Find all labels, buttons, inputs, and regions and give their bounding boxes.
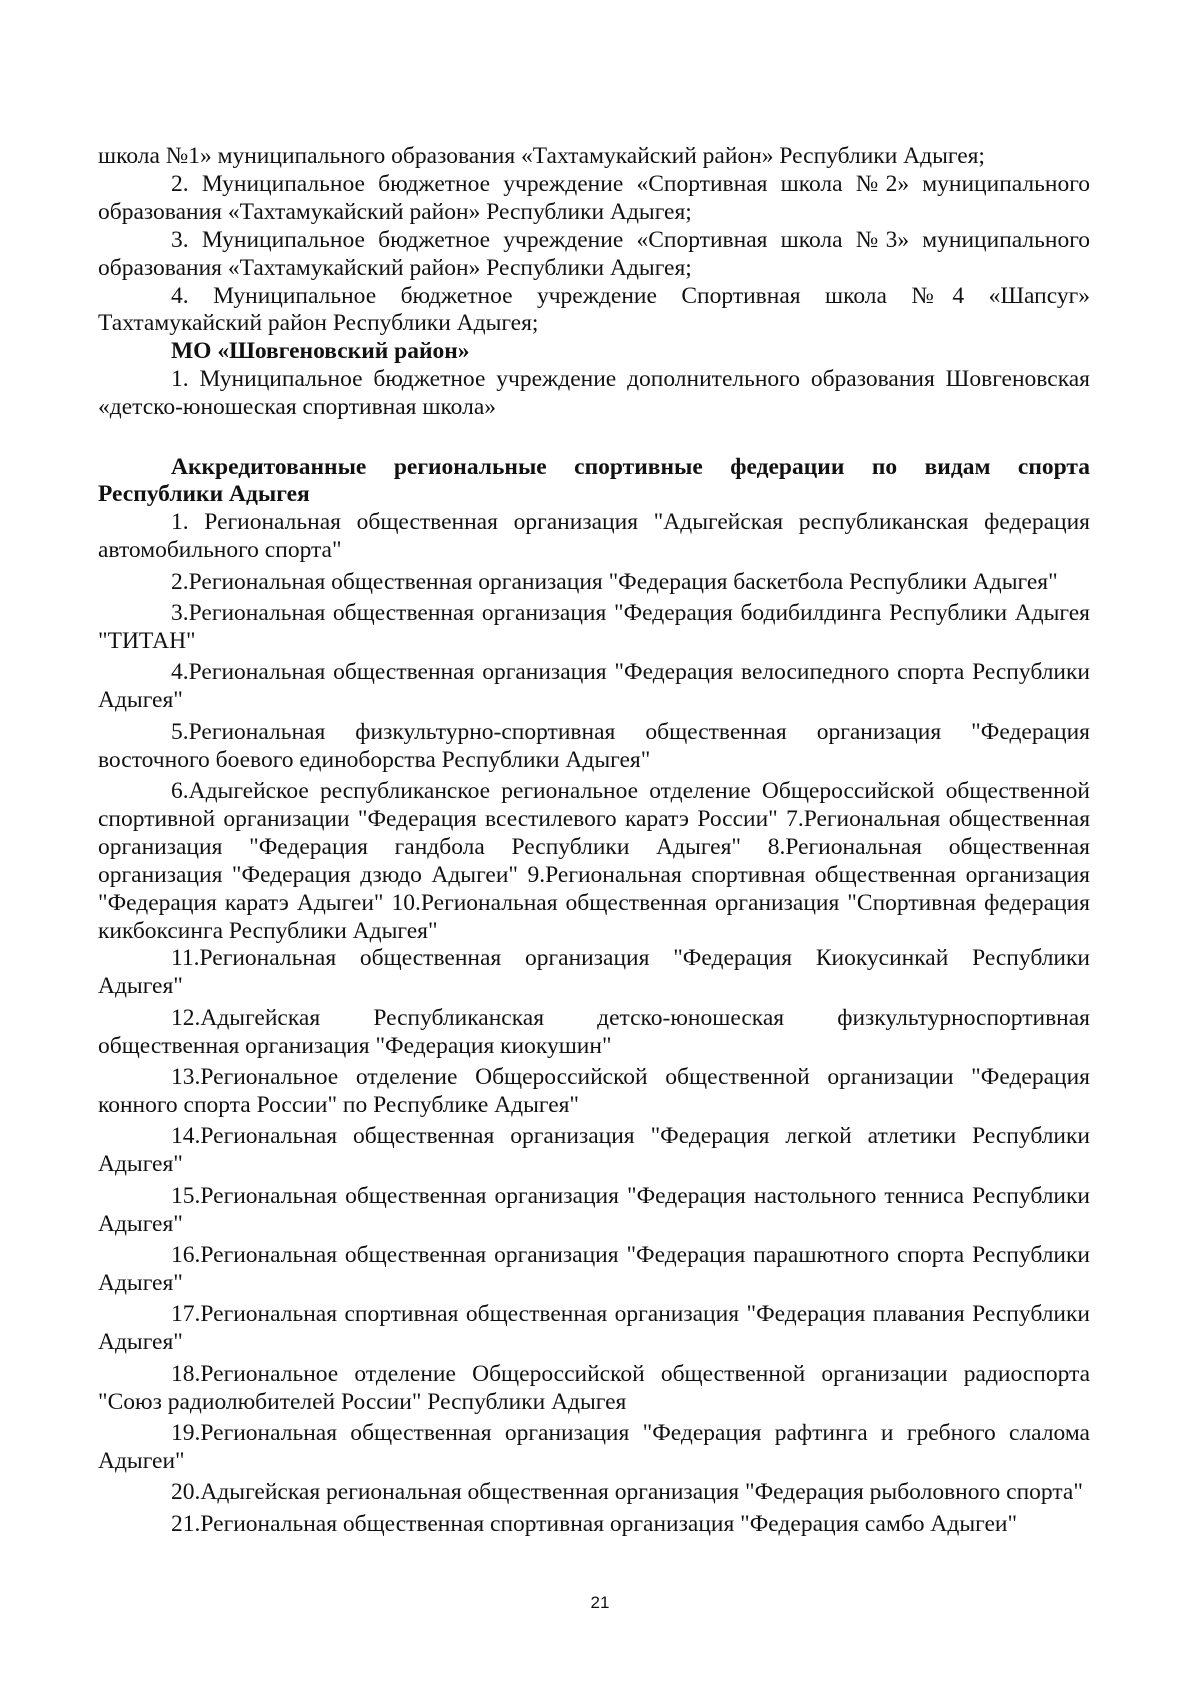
federation-item: 20.Адыгейская региональная общественная организация "Федерация рыболовного спорта" xyxy=(171,1479,1083,1506)
paragraph-school2: 2. Муниципальное бюджетное учреждение «Спортивная школа №2» муниципального образования «Тахтамукайский район» Республики Адыгея; xyxy=(98,170,1090,225)
federation-item: 19.Региональная общественная организация "Федерация рафтинга и гребного слалома Адыгеи" xyxy=(98,1419,1090,1474)
federation-item: 11.Региональная общественная организация "Федерация Киокусинкай Республики Адыгея" xyxy=(98,945,1090,1000)
paragraph-school4: 4. Муниципальное бюджетное учреждение Спортивная школа №4 «Шапсуг» Тахтамукайский район Республики Адыгея; xyxy=(98,282,1090,337)
federation-item: 12.Адыгейская Республиканская детско-юношеская физкультурноспортивная общественная организация "Федерация киокушин" xyxy=(98,1004,1090,1059)
federation-item: 17.Региональная спортивная общественная организация "Федерация плавания Республики Адыгея" xyxy=(98,1301,1090,1356)
paragraph-school3: 3. Муниципальное бюджетное учреждение «Спортивная школа №3» муниципального образования «Тахтамукайский район» Республики Адыгея; xyxy=(98,226,1090,281)
federation-item: 16.Региональная общественная организация "Федерация парашютного спорта Республики Адыгея" xyxy=(98,1242,1090,1296)
section-heading-federations: Аккредитованные региональные спортивные федерации по видам спорта Республики Адыгея xyxy=(98,453,1090,508)
section-heading-shovgen: МО «Шовгеновский район» xyxy=(171,338,470,365)
paragraph-school1-tail: школа №1» муниципального образования «Тахтамукайский район» Республики Адыгея; xyxy=(98,143,985,169)
federation-item: 14.Региональная общественная организация "Федерация легкой атлетики Республики Адыгея" xyxy=(98,1123,1090,1178)
federation-item: 13.Региональное отделение Общероссийской общественной организации "Федерация конного спорта России" по Республике Адыгея" xyxy=(98,1064,1090,1118)
document-body xyxy=(98,143,1090,1539)
federation-item: 3.Региональная общественная организация "Федерация бодибилдинга Республики Адыгея "ТИТАН" xyxy=(98,600,1090,654)
federation-item: 21.Региональная общественная спортивная организация "Федерация самбо Адыгеи" xyxy=(171,1510,1018,1537)
page-number: 21 xyxy=(590,1593,610,1612)
federation-item: 18.Региональное отделение Общероссийской общественной организации радиоспорта "Союз радиолюбителей России" Республики Адыгея xyxy=(98,1360,1090,1415)
federation-item: 15.Региональная общественная организация "Федерация настольного тенниса Республики Адыгея" xyxy=(98,1182,1090,1237)
blank-line xyxy=(98,422,1090,450)
federation-item: 2.Региональная общественная организация "Федерация баскетбола Республики Адыгея" xyxy=(171,568,1058,595)
federation-item: 4.Региональная общественная организация "Федерация велосипедного спорта Республики Адыгея" xyxy=(98,659,1090,714)
federation-item: 5.Региональная физкультурно-спортивная общественная организация "Федерация восточного боевого единоборства Республики Адыгея" xyxy=(98,718,1090,773)
federation-item: 6.Адыгейское республиканское региональное отделение Общероссийской общественной спортивной организации "Федерация всестилевого каратэ России" 7.Региональная общественная организация "Федерация гандбола Республики Адыгея" 8.Региональная общественная организация "Федерация дзюдо Адыгеи" 9.Региональная спортивная общественная организация "Федерация каратэ Адыгеи" 10.Региональная общественная организация "Спортивная федерация кикбоксинга Республики Адыгея" xyxy=(98,778,1090,944)
federation-item: 1. Региональная общественная организация "Адыгейская республиканская федерация автомобильного спорта" xyxy=(98,509,1090,564)
paragraph-shovgen-school: 1. Муниципальное бюджетное учреждение дополнительного образования Шовгеновская «детско-юношеская спортивная школа» xyxy=(98,366,1090,421)
